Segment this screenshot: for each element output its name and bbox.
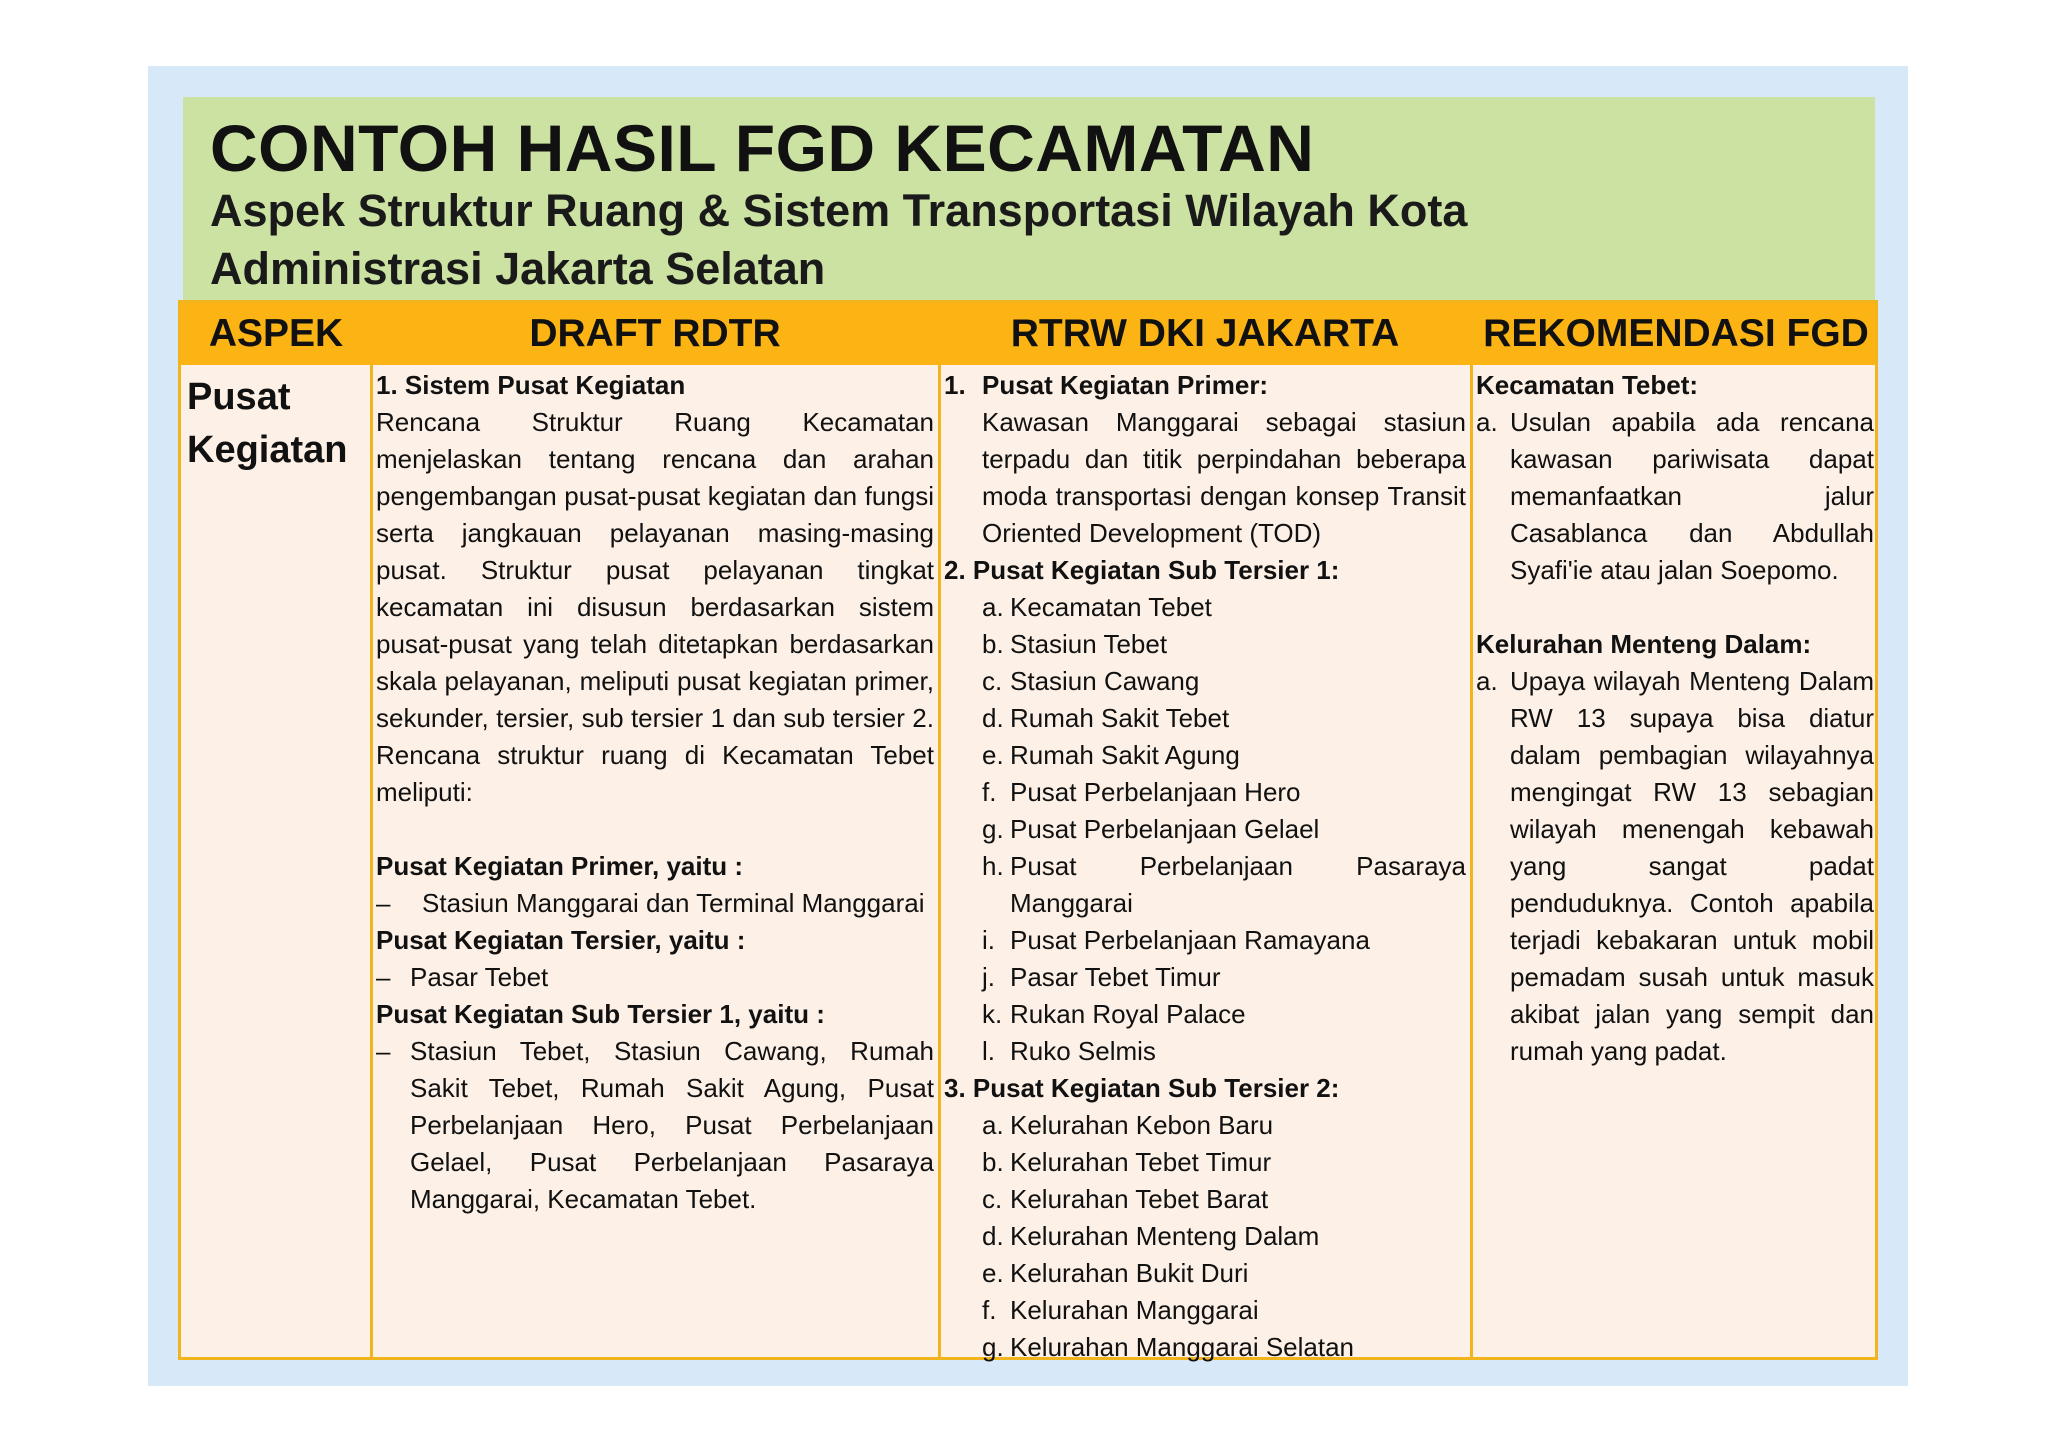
section-number: 1. [944, 370, 966, 400]
col-header-aspek: ASPEK [208, 312, 344, 355]
list-item-text: Kecamatan Tebet [1010, 592, 1212, 622]
item-marker: h. [982, 851, 1004, 881]
column-divider [370, 365, 373, 1357]
page-subtitle: Aspek Struktur Ruang & Sistem Transportasi Wilayah Kota Administrasi Jakarta Selatan [210, 185, 1468, 294]
list-item [944, 1033, 1466, 1070]
list-item [376, 885, 934, 922]
list-item [944, 1329, 1466, 1366]
list-item-text: Stasiun Cawang [1010, 666, 1200, 696]
item-marker: e. [982, 1258, 1004, 1288]
dash-marker: – [376, 962, 391, 992]
list-item [944, 1144, 1466, 1181]
list-item [944, 848, 1466, 922]
item-marker: b. [982, 629, 1004, 659]
item-marker: a. [1476, 666, 1498, 696]
item-marker: i. [982, 925, 995, 955]
item-marker: a. [982, 592, 1004, 622]
list-item-text: Pasar Tebet [410, 962, 549, 992]
rtrw-section-1 [944, 367, 1466, 552]
list-item-text: Kelurahan Tebet Barat [1010, 1184, 1269, 1214]
rtrw-cell [944, 365, 1466, 1362]
list-item-text: Ruko Selmis [1010, 1036, 1156, 1066]
dash-marker: – [376, 1036, 391, 1066]
item-marker: c. [982, 666, 1003, 696]
item-marker: d. [982, 1221, 1004, 1251]
comparison-table [178, 300, 1878, 1360]
list-item-text: Kelurahan Menteng Dalam [1010, 1221, 1320, 1251]
list-item-text: Pusat Perbelanjaan Ramayana [1010, 925, 1370, 955]
list-item-text: Usulan apabila ada rencana kawasan pariwisata dapat memanfaatkan jalur Casablanca dan Abdullah Syafi'ie atau jalan Soepomo. [1510, 407, 1874, 585]
col-header-rtrw: RTRW DKI JAKARTA [1010, 312, 1400, 355]
list-item [944, 996, 1466, 1033]
list-item-text: Upaya wilayah Menteng Dalam RW 13 supaya bisa diatur dalam pembagian wilayahnya mengingat RW 13 sebagian wilayah menengah kebawah yang sangat padat penduduknya. Contoh apabila terjadi kebakaran untuk mobil pemadam susah untuk masuk akibat jalan yang sempit dan rumah yang padat. [1510, 666, 1874, 1066]
list-item-text: Rumah Sakit Tebet [1010, 703, 1230, 733]
list-item [944, 626, 1466, 663]
list-item [944, 774, 1466, 811]
item-marker: f. [982, 777, 997, 807]
aspek-cell: Pusat Kegiatan [187, 376, 348, 471]
list-item-text: Rukan Royal Palace [1010, 999, 1246, 1029]
item-marker: l. [982, 1036, 995, 1066]
list-item [944, 922, 1466, 959]
dash-marker: – [376, 888, 391, 918]
draft-rdtr-cell [376, 365, 934, 1357]
list-item [944, 1292, 1466, 1329]
col-header-draft-rdtr: DRAFT RDTR [529, 312, 781, 355]
rtrw-s2-list [944, 589, 1466, 1070]
item-marker: a. [1476, 407, 1498, 437]
list-item [944, 589, 1466, 626]
column-divider [938, 365, 941, 1357]
item-marker: f. [982, 1295, 997, 1325]
list-item [944, 1107, 1466, 1144]
list-item [376, 1033, 934, 1218]
item-marker: e. [982, 740, 1004, 770]
rtrw-s1-text: Kawasan Manggarai sebagai stasiun terpadu dan titik perpindahan beberapa moda transportasi dengan konsep Transit Oriented Development (TOD) [982, 407, 1466, 548]
item-marker: g. [982, 814, 1004, 844]
rek-g1-heading: Kecamatan Tebet: [1476, 370, 1699, 400]
rek-g2-heading: Kelurahan Menteng Dalam: [1476, 629, 1812, 659]
list-item [376, 959, 934, 996]
item-marker: a. [982, 1110, 1004, 1140]
list-item-text: Kelurahan Kebon Baru [1010, 1110, 1274, 1140]
rtrw-s3-list [944, 1107, 1466, 1366]
item-marker: k. [982, 999, 1003, 1029]
rekomendasi-cell [1476, 365, 1874, 1357]
list-item-text: Kelurahan Manggarai Selatan [1010, 1332, 1355, 1362]
draft-tersier-heading: Pusat Kegiatan Tersier, yaitu : [376, 925, 746, 955]
list-item [944, 1255, 1466, 1292]
item-marker: b. [982, 1147, 1004, 1177]
list-item [944, 959, 1466, 996]
table-header [181, 303, 1875, 365]
draft-paragraph: Rencana Struktur Ruang Kecamatan menjelaskan tentang rencana dan arahan pengembangan pusat-pusat kegiatan dan fungsi serta jangkauan pelayanan masing-masing pusat. Struktur pusat pelayanan tingkat kecamatan ini disusun berdasarkan sistem pusat-pusat yang telah ditetapkan berdasarkan skala pelayanan, meliputi pusat kegiatan primer, sekunder, tersier, sub tersier 1 dan sub tersier 2. Rencana struktur ruang di Kecamatan Tebet meliputi: [376, 407, 934, 807]
list-item-text: Pasar Tebet Timur [1010, 962, 1221, 992]
list-item-text: Stasiun Tebet [1010, 629, 1168, 659]
spacer [1476, 589, 1874, 626]
page-title: CONTOH HASIL FGD KECAMATAN [210, 111, 1315, 185]
list-item-text: Pusat Perbelanjaan Gelael [1010, 814, 1320, 844]
item-marker: c. [982, 1184, 1003, 1214]
col-header-rekomendasi: REKOMENDASI FGD [1483, 312, 1869, 355]
rtrw-s3-heading: 3. Pusat Kegiatan Sub Tersier 2: [944, 1073, 1340, 1103]
draft-heading: 1. Sistem Pusat Kegiatan [376, 370, 686, 400]
list-item [944, 663, 1466, 700]
list-item [944, 700, 1466, 737]
item-marker: g. [982, 1332, 1004, 1362]
list-item-text: Kelurahan Tebet Timur [1010, 1147, 1272, 1177]
draft-subtersier-heading: Pusat Kegiatan Sub Tersier 1, yaitu : [376, 999, 825, 1029]
spacer [376, 811, 934, 848]
draft-primer-heading: Pusat Kegiatan Primer, yaitu : [376, 851, 744, 881]
rtrw-s2-heading: 2. Pusat Kegiatan Sub Tersier 1: [944, 555, 1340, 585]
list-item [944, 1218, 1466, 1255]
list-item-text: Rumah Sakit Agung [1010, 740, 1240, 770]
list-item-text: Stasiun Tebet, Stasiun Cawang, Rumah Sakit Tebet, Rumah Sakit Agung, Pusat Perbelanjaan Hero, Pusat Perbelanjaan Gelael, Pusat Perbelanjaan Pasaraya Manggarai, Kecamatan Tebet. [410, 1036, 934, 1214]
list-item [944, 1181, 1466, 1218]
list-item-text: Stasiun Manggarai dan Terminal Manggarai [422, 888, 925, 918]
list-item-text: Pusat Perbelanjaan Hero [1010, 777, 1301, 807]
item-marker: d. [982, 703, 1004, 733]
list-item [944, 737, 1466, 774]
list-item-text: Pusat Perbelanjaan Pasaraya Manggarai [1010, 851, 1466, 918]
rtrw-s1-heading: Pusat Kegiatan Primer: [982, 370, 1269, 400]
list-item [1476, 663, 1874, 1070]
column-divider [1470, 365, 1473, 1357]
list-item-text: Kelurahan Bukit Duri [1010, 1258, 1249, 1288]
item-marker: j. [982, 962, 995, 992]
list-item [944, 811, 1466, 848]
list-item-text: Kelurahan Manggarai [1010, 1295, 1259, 1325]
list-item [1476, 404, 1874, 589]
